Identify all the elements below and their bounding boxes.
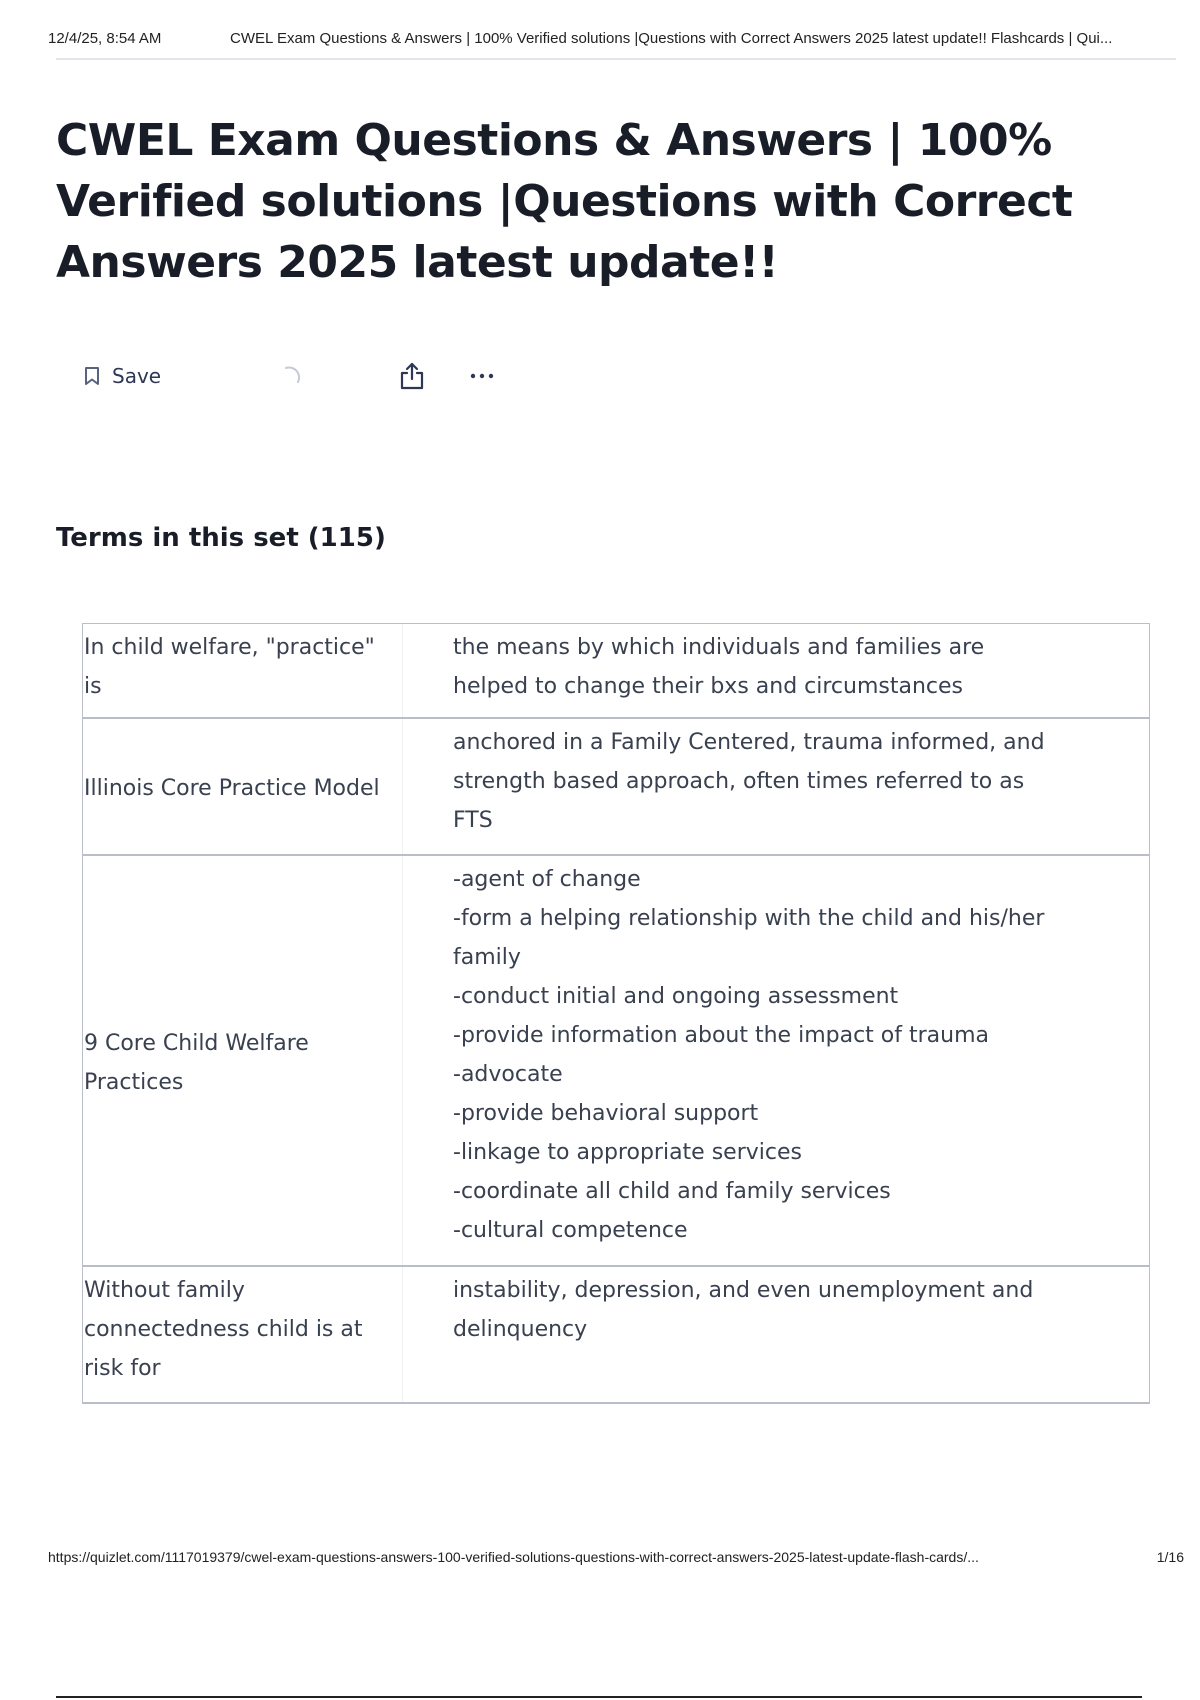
definition-line: -agent of change <box>453 867 641 892</box>
terms-list <box>82 624 1152 1404</box>
term-text: Without family connectedness child is at risk for <box>83 1267 403 1402</box>
definition-line: helped to change their bxs and circumstances <box>453 674 964 699</box>
page-number: 1/16 <box>1156 1549 1184 1565</box>
definition-text <box>403 624 1149 717</box>
print-date: 12/4/25, 8:54 AM <box>48 30 162 47</box>
print-header <box>48 28 1176 50</box>
header-divider <box>56 58 1176 60</box>
term-text: In child welfare, "practice" is <box>83 624 403 717</box>
page-url: https://quizlet.com/1117019379/cwel-exam-questions-answers-100-verified-solutions-questions-with-correct-answers-2025-latest-update-flash-cards/... <box>48 1549 979 1565</box>
definition-line: -coordinate all child and family services <box>453 1179 891 1204</box>
definition-text <box>403 719 1149 854</box>
more-horizontal-icon <box>466 377 498 396</box>
print-document-title: CWEL Exam Questions & Answers | 100% Verified solutions |Questions with Correct Answers 2025 latest update!! Flashcards | Qui... <box>230 30 1113 47</box>
term-card <box>82 1266 1150 1404</box>
definition-line: FTS <box>453 808 493 833</box>
definition-text <box>403 1267 1149 1402</box>
definition-line: -provide information about the impact of trauma <box>453 1023 989 1048</box>
more-options-button[interactable] <box>466 360 498 392</box>
definition-line: anchored in a Family Centered, trauma informed, and <box>453 730 1045 755</box>
definition-line: -conduct initial and ongoing assessment <box>453 984 899 1009</box>
save-label: Save <box>112 364 162 388</box>
definition-line: -linkage to appropriate services <box>453 1140 802 1165</box>
definition-line: the means by which individuals and families are <box>453 635 985 660</box>
page-title: CWEL Exam Questions & Answers | 100% Verified solutions |Questions with Correct Answers 2025 latest update!! <box>56 115 1073 288</box>
share-icon <box>396 377 428 396</box>
page-break-divider <box>56 1696 1142 1698</box>
definition-line: -advocate <box>453 1062 563 1087</box>
definition-line: delinquency <box>453 1317 588 1342</box>
definition-line: instability, depression, and even unemployment and <box>453 1278 1034 1303</box>
print-footer <box>48 1549 1184 1569</box>
definition-line: -form a helping relationship with the child and his/her <box>453 906 1045 931</box>
bookmark-icon <box>84 366 100 386</box>
term-card <box>82 623 1150 719</box>
definition-line: family <box>453 945 521 970</box>
definition-line: strength based approach, often times referred to as <box>453 769 1025 794</box>
spinner-icon <box>278 362 306 390</box>
term-text: 9 Core Child Welfare Practices <box>83 856 403 1265</box>
set-actions-toolbar <box>84 358 504 394</box>
share-button[interactable] <box>396 360 428 392</box>
term-card <box>82 718 1150 856</box>
term-card <box>82 855 1150 1267</box>
definition-line: -provide behavioral support <box>453 1101 759 1126</box>
terms-heading: Terms in this set (115) <box>56 523 386 553</box>
term-text: Illinois Core Practice Model <box>83 719 403 854</box>
definition-text <box>403 856 1149 1265</box>
save-button[interactable] <box>84 362 161 390</box>
definition-line: -cultural competence <box>453 1218 688 1243</box>
